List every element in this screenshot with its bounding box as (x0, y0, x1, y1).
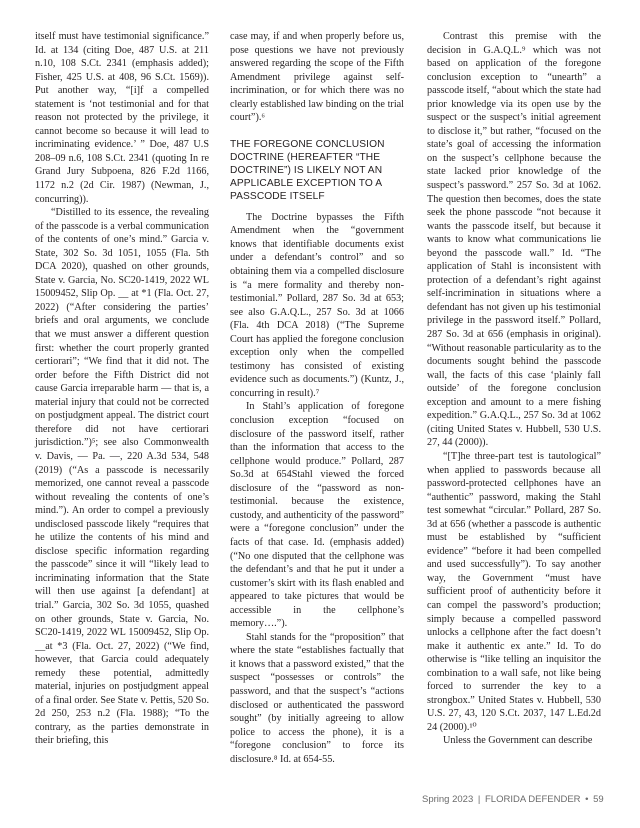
footer-issue: Spring 2023 (422, 794, 474, 805)
paragraph: “Distilled to its essence, the revealing of the passcode is a verbal communication of the contents of one’s mind.” Garcia v. State, 302 So. 3d 1051, 1055 (Fla. 5th DCA 2020), quashed on other grounds, State v. Garcia, No. SC20-1419, 2022 WL 15009452, Slip Op. __ at *1 (Fla. Oct. 27, 2022) (“After considering the parties’ briefs and oral arguments, we conclude that we must answer a different question first: whether the court properly granted certiorari”; “We find that it did not. The order before the Fifth District did not cause Garcia irreparable harm — that is, a material injury that could not be corrected on postjudgment appeal. The district court therefore did not have certiorari jurisdiction.”)⁵; see also Commonwealth v. Davis, — Pa. —, 220 A.3d 534, 548 (2019) (“As a passcode is necessarily memorized, one cannot reveal a passcode without revealing the contents of one’s mind.”). An order to compel a previously undisclosed passcode likely “requires that he utilize the contents of his mind and disclose specific information regarding the passcode” since it will “likely lead to incriminating information that the State will then use against [a defendant] at trial.” Garcia, 302 So. 3d 1055, quashed on other grounds, State v. Garcia, No. SC20-1419, 2022 WL 15009452, Slip Op. __at *3 (Fla. Oct. 27, 2022) (“We find, however, that Garcia could adequately remedy these potential, admittedly material, injuries on postjudgment appeal of a final order. See State v. Pettis, 520 So. 2d 250, 253 n.2 (Fla. 1988); “To the contrary, as the parties demonstrate in their briefing, this (35, 207, 209, 747)
paragraph: itself must have testimonial significance.” Id. at 134 (citing Doe, 487 U.S. at 211 n.10, 108 S.Ct. 2341 (emphasis added); Fisher, 425 U.S. at 408, 96 S.Ct. 1569)). Put another way, “[i]f a compelled statement is ‘not testimonial and for that reason not protected by the privilege, it cannot become so because it will lead to incriminating evidence.’ ” Doe, 487 U.S 208–09 n.6, 108 S.Ct. 2341 (quoting In re Grand Jury Subpoena, 826 F.2d 1166, 1172 n.2 (2d Cir. 1987) (Newman, J., concurring)). (35, 31, 209, 205)
column-2 (230, 30, 404, 766)
paragraph: Unless the Government can describe (443, 735, 593, 747)
footer-publication: FLORIDA DEFENDER (484, 794, 581, 805)
paragraph: In Stahl’s application of foregone conclusion exception “focused on disclosure of the password itself, rather than the information that access to the cellphone would produce.” Pollard, 287 So.3d at 654Stahl viewed the forced disclosure of the “password as non-testimonial. because the existence, custody, and authenticity of the password” were a “foregone conclusion” under the facts of that case. Id. (emphasis added) (“No one disputed that the cellphone was the defendant’s and that he put it under a customer’s skirt with its flash enabled and appeared to take pictures that would be accessible in the cellphone’s memory….”). (230, 401, 404, 630)
paragraph: “[T]he three-part test is tautological” when applied to passwords because all password-protected cellphones have an “authentic” password, making the Stahl test somewhat “circular.” Pollard, 287 So. 3d at 656 (whether a passcode is authentic must be established by “sufficient evidence” “before it had been compelled and used successfully”). To say another way, the Government “must have sufficient proof of authenticity before it can compel the password’s production; simply because a compelled password unlocks a cellphone after the fact doesn’t make it authentic ex ante.” Id. To do otherwise is “like telling an inquisitor the combination to a wall safe, not like being forced to surrender the key to a strongbox.” United States v. Hubbell, 530 U.S. 27, 43, 120 S.Ct. 2037, 147 L.Ed.2d 24 (2000).¹⁰ (427, 450, 601, 733)
footer-bullet: • (585, 794, 589, 805)
paragraph: The Doctrine bypasses the Fifth Amendment when the “government knows that identifiable documents exist under a defendant’s control” and so obtaining them via a compelled disclosure is “a mere formality and thereby non-testimonial.” Pollard, 287 So. 3d at 653; see also G.A.Q.L., 257 So. 3d at 1066 (Fla. 4th DCA 2018) (“The Supreme Court has applied the foregone conclusion exception only when the compelled testimony has consisted of existing evidence such as documents.”) (Kuntz, J., concurring in result).⁷ (230, 211, 404, 399)
paragraph: Stahl stands for the “proposition” that where the state “establishes factually that it knows that a password existed,” that the suspect “possesses or controls” the password, and that the suspect’s “actions disclosed or authenticated the password sought” (by initially agreeing to allow police to access the phone), it is a “foregone conclusion” to force its disclosure.⁸ Id. at 654-55. (230, 631, 404, 765)
footer-separator: | (477, 794, 481, 805)
column-3 (427, 30, 601, 748)
page-footer (420, 794, 602, 805)
column-1 (35, 30, 209, 748)
paragraph: case may, if and when properly before us, pose questions we have not previously answered regarding the scope of the Fifth Amendment privilege against self-incrimination, or for which there was no clearly established law binding on the trial court”).⁶ (230, 31, 404, 124)
section-heading: THE FOREGONE CONCLUSION DOCTRINE (HEREAFTER “THE DOCTRINE”) IS LIKELY NOT AN APPLICABLE EXCEPTION TO A PASSCODE ITSELF (230, 138, 385, 202)
paragraph: Contrast this premise with the decision in G.A.Q.L.⁹ which was not based on application of the foregone conclusion exception to “unearth” a passcode itself, “about which the state had prior knowledge via its open use by the suspect or the suspect’s initial agreement to disclose it,” but rather, “focused on the state’s goal of accessing the information on the suspect’s cellphone because the state lacked prior knowledge of the suspect’s password.” 257 So. 3d at 1062. The question then becomes, does the state seek the phone passcode “not because it wants the passcode itself, but because it wants to know what communications lie beyond the passcode wall.” Id. “The application of Stahl is inconsistent with protection of a defendant’s right against self-incrimination in situations where a defendant has not given up his testimonial privilege in the password itself.” Pollard, 287 So. 3d at 656 (emphasis in original). “Without reasonable particularity as to the documents sought behind the passcode wall, the facts of this case ‘plainly fall outside’ of the foregone conclusion exception and amount to a mere fishing expedition.” G.A.Q.L., 257 So. 3d at 1062 (citing United States v. Hubbell, 530 U.S. 27, 44 (2000)). (427, 31, 601, 449)
page-number: 59 (593, 794, 604, 805)
